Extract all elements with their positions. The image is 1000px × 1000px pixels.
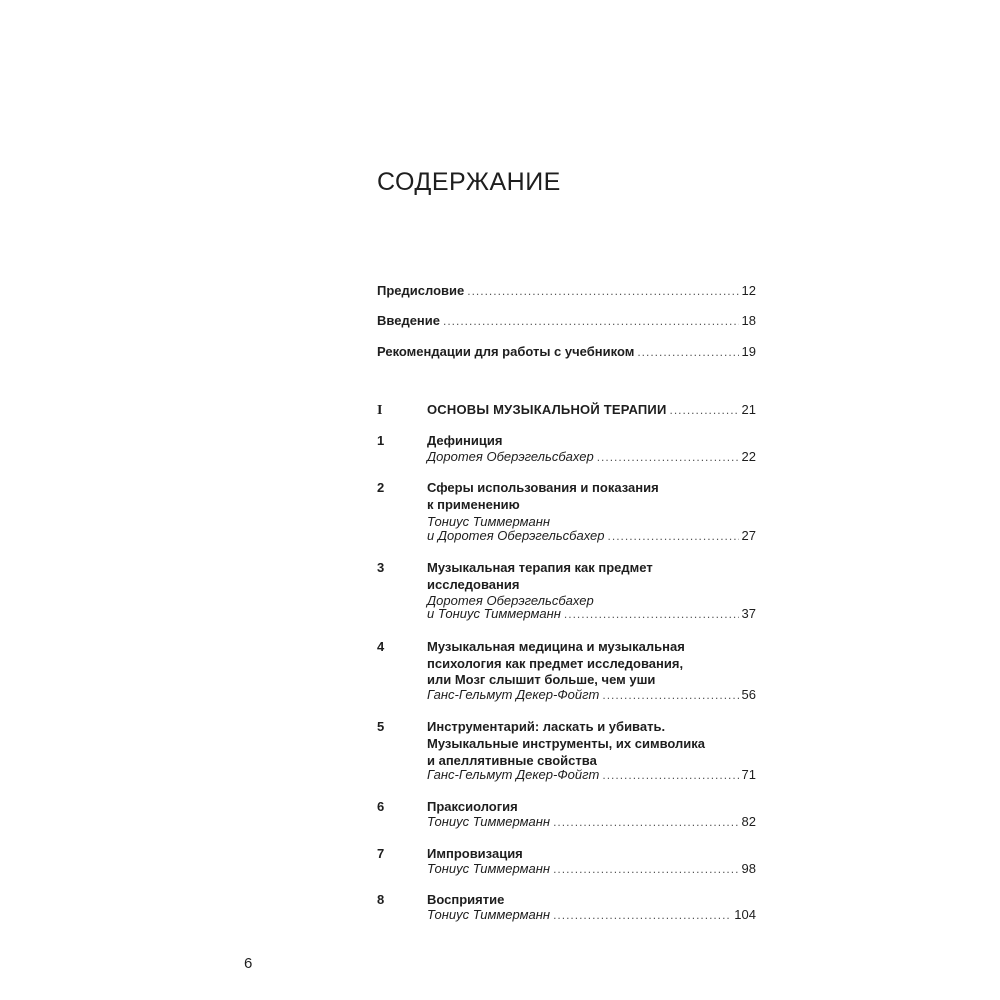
chapter-title-line[interactable]: Импровизация xyxy=(427,846,523,861)
chapter-author-row[interactable] xyxy=(427,861,756,881)
chapter-number: 1 xyxy=(377,433,385,448)
part-number: I xyxy=(377,403,383,418)
chapter-title-line[interactable]: Восприятие xyxy=(427,892,505,907)
toc-entry-introduction[interactable] xyxy=(377,313,756,333)
chapter-title-line[interactable]: Дефиниция xyxy=(427,433,503,448)
chapter-title-line[interactable]: и апеллятивные свойства xyxy=(427,753,597,768)
chapter-author: Тониус Тиммерманн xyxy=(427,861,551,876)
chapter-title-line[interactable]: к применению xyxy=(427,497,520,512)
chapter-author: и Доротея Оберэгельсбахер xyxy=(427,528,605,543)
chapter-author-row[interactable] xyxy=(427,814,756,834)
chapter-author: Ганс-Гельмут Декер-Фойгт xyxy=(427,767,600,782)
chapter-title-line[interactable]: исследования xyxy=(427,577,520,592)
chapter-title-line[interactable]: или Мозг слышит больше, чем уши xyxy=(427,672,656,687)
dot-leader xyxy=(670,403,739,417)
toc-page-number: 37 xyxy=(741,606,756,621)
dot-leader xyxy=(564,607,739,621)
toc-part-entry[interactable] xyxy=(427,402,756,422)
chapter-author: Тониус Тиммерманн xyxy=(427,814,551,829)
toc-entry-preface[interactable] xyxy=(377,283,756,303)
toc-entry-label: Введение xyxy=(377,313,440,328)
chapter-author: Тониус Тиммерманн xyxy=(427,907,551,922)
dot-leader xyxy=(467,284,738,298)
chapter-author: Доротея Оберэгельсбахер xyxy=(427,449,594,464)
dot-leader xyxy=(602,688,738,702)
toc-entry-label: Рекомендации для работы с учебником xyxy=(377,344,635,359)
toc-entry-recommendations[interactable] xyxy=(377,344,756,364)
chapter-title-line[interactable]: Праксиология xyxy=(427,799,518,814)
chapter-author-row[interactable] xyxy=(427,606,756,626)
part-title: ОСНОВЫ МУЗЫКАЛЬНОЙ ТЕРАПИИ xyxy=(427,402,667,417)
chapter-title-line[interactable]: Сферы использования и показания xyxy=(427,480,659,495)
chapter-author-row[interactable] xyxy=(427,528,756,548)
chapter-title-line[interactable]: Музыкальные инструменты, их символика xyxy=(427,736,705,751)
toc-page-number: 82 xyxy=(741,814,756,829)
chapter-number: 3 xyxy=(377,560,385,575)
toc-page-number: 104 xyxy=(734,907,756,922)
dot-leader xyxy=(637,345,738,359)
chapter-number: 6 xyxy=(377,799,385,814)
chapter-author-row[interactable] xyxy=(427,907,756,927)
chapter-author: и Тониус Тиммерманн xyxy=(427,606,561,621)
toc-page-number: 27 xyxy=(741,528,756,543)
toc-page-number: 19 xyxy=(741,344,756,359)
dot-leader xyxy=(597,450,739,464)
chapter-author: Ганс-Гельмут Декер-Фойгт xyxy=(427,687,600,702)
page-title: СОДЕРЖАНИЕ xyxy=(377,168,561,196)
dot-leader xyxy=(553,908,731,922)
page-number: 6 xyxy=(244,955,253,972)
dot-leader xyxy=(553,862,738,876)
chapter-number: 4 xyxy=(377,639,385,654)
chapter-number: 7 xyxy=(377,846,385,861)
toc-page-number: 21 xyxy=(741,402,756,417)
toc-page-number: 22 xyxy=(741,449,756,464)
toc-page-number: 18 xyxy=(741,313,756,328)
toc-page-number: 12 xyxy=(741,283,756,298)
toc-page-number: 98 xyxy=(741,861,756,876)
dot-leader xyxy=(443,314,739,328)
dot-leader xyxy=(602,768,738,782)
chapter-author-row[interactable] xyxy=(427,767,756,787)
chapter-author-line: Доротея Оберэгельсбахер xyxy=(427,593,594,608)
chapter-title-line[interactable]: Инструментарий: ласкать и убивать. xyxy=(427,719,666,734)
chapter-number: 5 xyxy=(377,719,385,734)
chapter-title-line[interactable]: психология как предмет исследования, xyxy=(427,656,684,671)
chapter-author-line: Тониус Тиммерманн xyxy=(427,514,551,529)
chapter-title-line[interactable]: Музыкальная медицина и музыкальная xyxy=(427,639,685,654)
dot-leader xyxy=(553,815,738,829)
chapter-number: 2 xyxy=(377,480,385,495)
chapter-title-line[interactable]: Музыкальная терапия как предмет xyxy=(427,560,653,575)
dot-leader xyxy=(608,529,739,543)
toc-entry-label: Предисловие xyxy=(377,283,465,298)
chapter-author-row[interactable] xyxy=(427,449,756,469)
chapter-author-row[interactable] xyxy=(427,687,756,707)
chapter-number: 8 xyxy=(377,892,385,907)
toc-page-number: 56 xyxy=(741,687,756,702)
toc-page-number: 71 xyxy=(741,767,756,782)
